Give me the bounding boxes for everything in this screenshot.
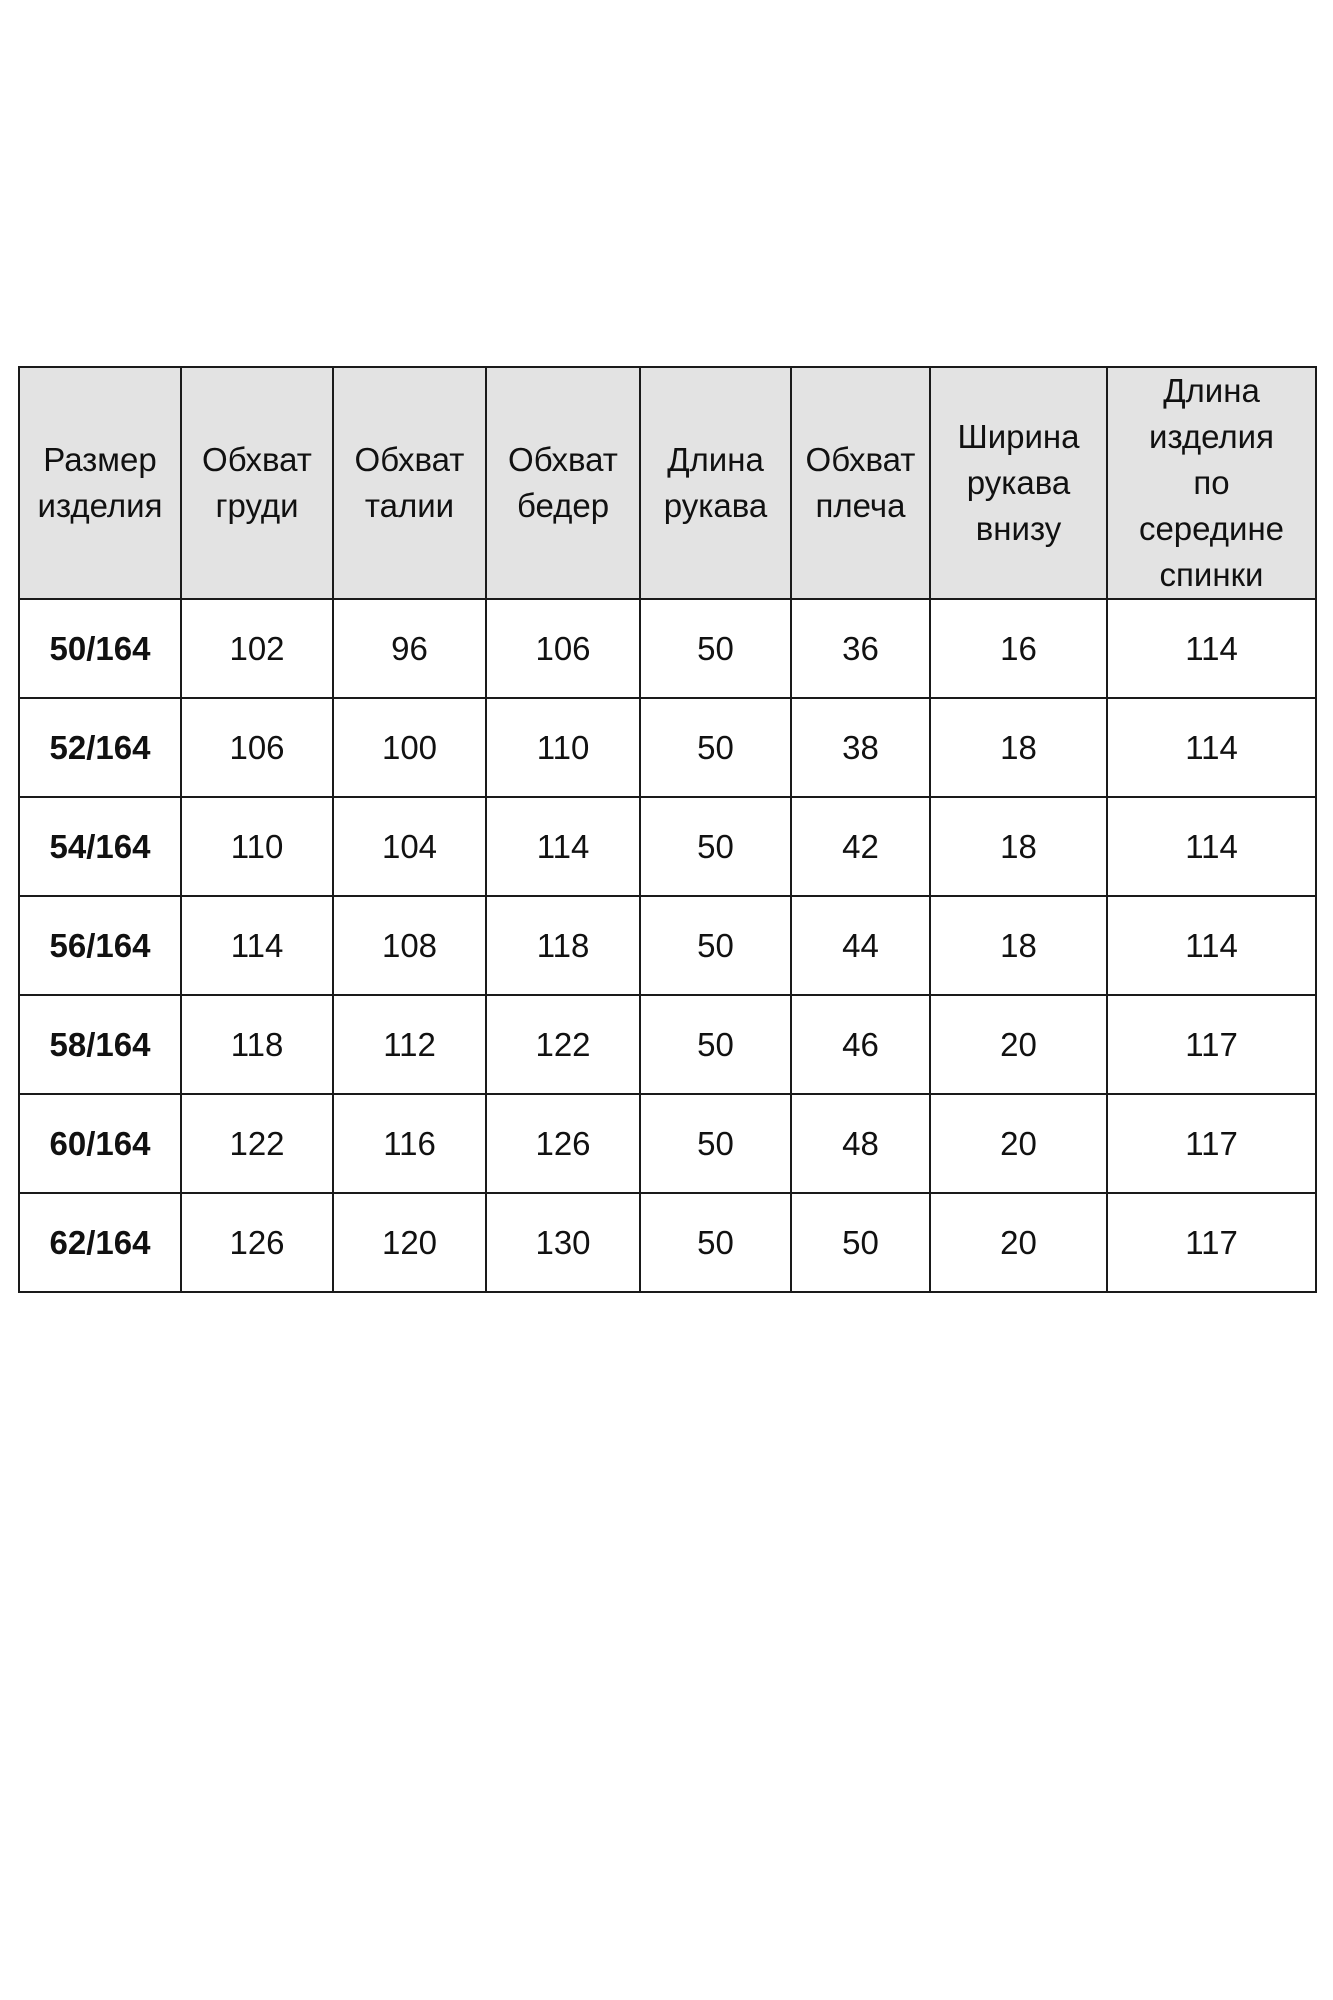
shoulder-cell: 38 [791,698,930,797]
back-length-cell: 117 [1107,1094,1316,1193]
sleeve-width-cell: 18 [930,698,1107,797]
size-cell: 50/164 [19,599,181,698]
sleeve-length-cell: 50 [640,797,791,896]
sleeve-length-cell: 50 [640,1094,791,1193]
sleeve-width-cell: 18 [930,896,1107,995]
header-waist [333,367,486,599]
header-sleeve-width [930,367,1107,599]
table-row [19,1193,1316,1292]
back-length-cell: 114 [1107,599,1316,698]
hips-cell: 126 [486,1094,640,1193]
hips-cell: 110 [486,698,640,797]
waist-cell: 96 [333,599,486,698]
shoulder-cell: 46 [791,995,930,1094]
header-shoulder-label: Обхват плеча [805,441,916,524]
sleeve-width-cell: 16 [930,599,1107,698]
header-row [19,367,1316,599]
sleeve-length-cell: 50 [640,995,791,1094]
sleeve-width-cell: 18 [930,797,1107,896]
sleeve-length-cell: 50 [640,698,791,797]
header-shoulder [791,367,930,599]
chest-cell: 122 [181,1094,333,1193]
sleeve-length-cell: 50 [640,896,791,995]
chest-cell: 106 [181,698,333,797]
sleeve-width-cell: 20 [930,1193,1107,1292]
back-length-cell: 114 [1107,797,1316,896]
header-back-length [1107,367,1316,599]
back-length-cell: 117 [1107,995,1316,1094]
size-cell: 56/164 [19,896,181,995]
shoulder-cell: 44 [791,896,930,995]
header-hips [486,367,640,599]
shoulder-cell: 50 [791,1193,930,1292]
back-length-cell: 117 [1107,1193,1316,1292]
back-length-cell: 114 [1107,896,1316,995]
back-length-cell: 114 [1107,698,1316,797]
table-row [19,599,1316,698]
table-row [19,896,1316,995]
size-cell: 62/164 [19,1193,181,1292]
size-cell: 58/164 [19,995,181,1094]
shoulder-cell: 42 [791,797,930,896]
sleeve-width-cell: 20 [930,995,1107,1094]
hips-cell: 130 [486,1193,640,1292]
waist-cell: 104 [333,797,486,896]
waist-cell: 108 [333,896,486,995]
waist-cell: 100 [333,698,486,797]
table-row [19,797,1316,896]
hips-cell: 118 [486,896,640,995]
hips-cell: 122 [486,995,640,1094]
chest-cell: 118 [181,995,333,1094]
header-back-length-label: Длина изделия по середине спинки [1138,372,1285,593]
table-row [19,995,1316,1094]
header-chest [181,367,333,599]
table-row [19,1094,1316,1193]
shoulder-cell: 48 [791,1094,930,1193]
chest-cell: 126 [181,1193,333,1292]
size-cell: 60/164 [19,1094,181,1193]
waist-cell: 120 [333,1193,486,1292]
header-size-label: Размер изделия [37,441,163,524]
chest-cell: 110 [181,797,333,896]
header-chest-label: Обхват груди [202,441,312,524]
chest-cell: 102 [181,599,333,698]
waist-cell: 116 [333,1094,486,1193]
sleeve-length-cell: 50 [640,599,791,698]
size-chart-table [18,366,1317,1293]
sleeve-width-cell: 20 [930,1094,1107,1193]
chest-cell: 114 [181,896,333,995]
header-sleeve-width-label: Ширина рукава внизу [957,418,1080,547]
header-sleeve-length [640,367,791,599]
header-size [19,367,181,599]
waist-cell: 112 [333,995,486,1094]
size-cell: 52/164 [19,698,181,797]
header-waist-label: Обхват талии [354,441,465,524]
header-hips-label: Обхват бедер [508,441,618,524]
hips-cell: 106 [486,599,640,698]
header-sleeve-length-label: Длина рукава [663,441,768,524]
size-cell: 54/164 [19,797,181,896]
sleeve-length-cell: 50 [640,1193,791,1292]
shoulder-cell: 36 [791,599,930,698]
hips-cell: 114 [486,797,640,896]
table-row [19,698,1316,797]
